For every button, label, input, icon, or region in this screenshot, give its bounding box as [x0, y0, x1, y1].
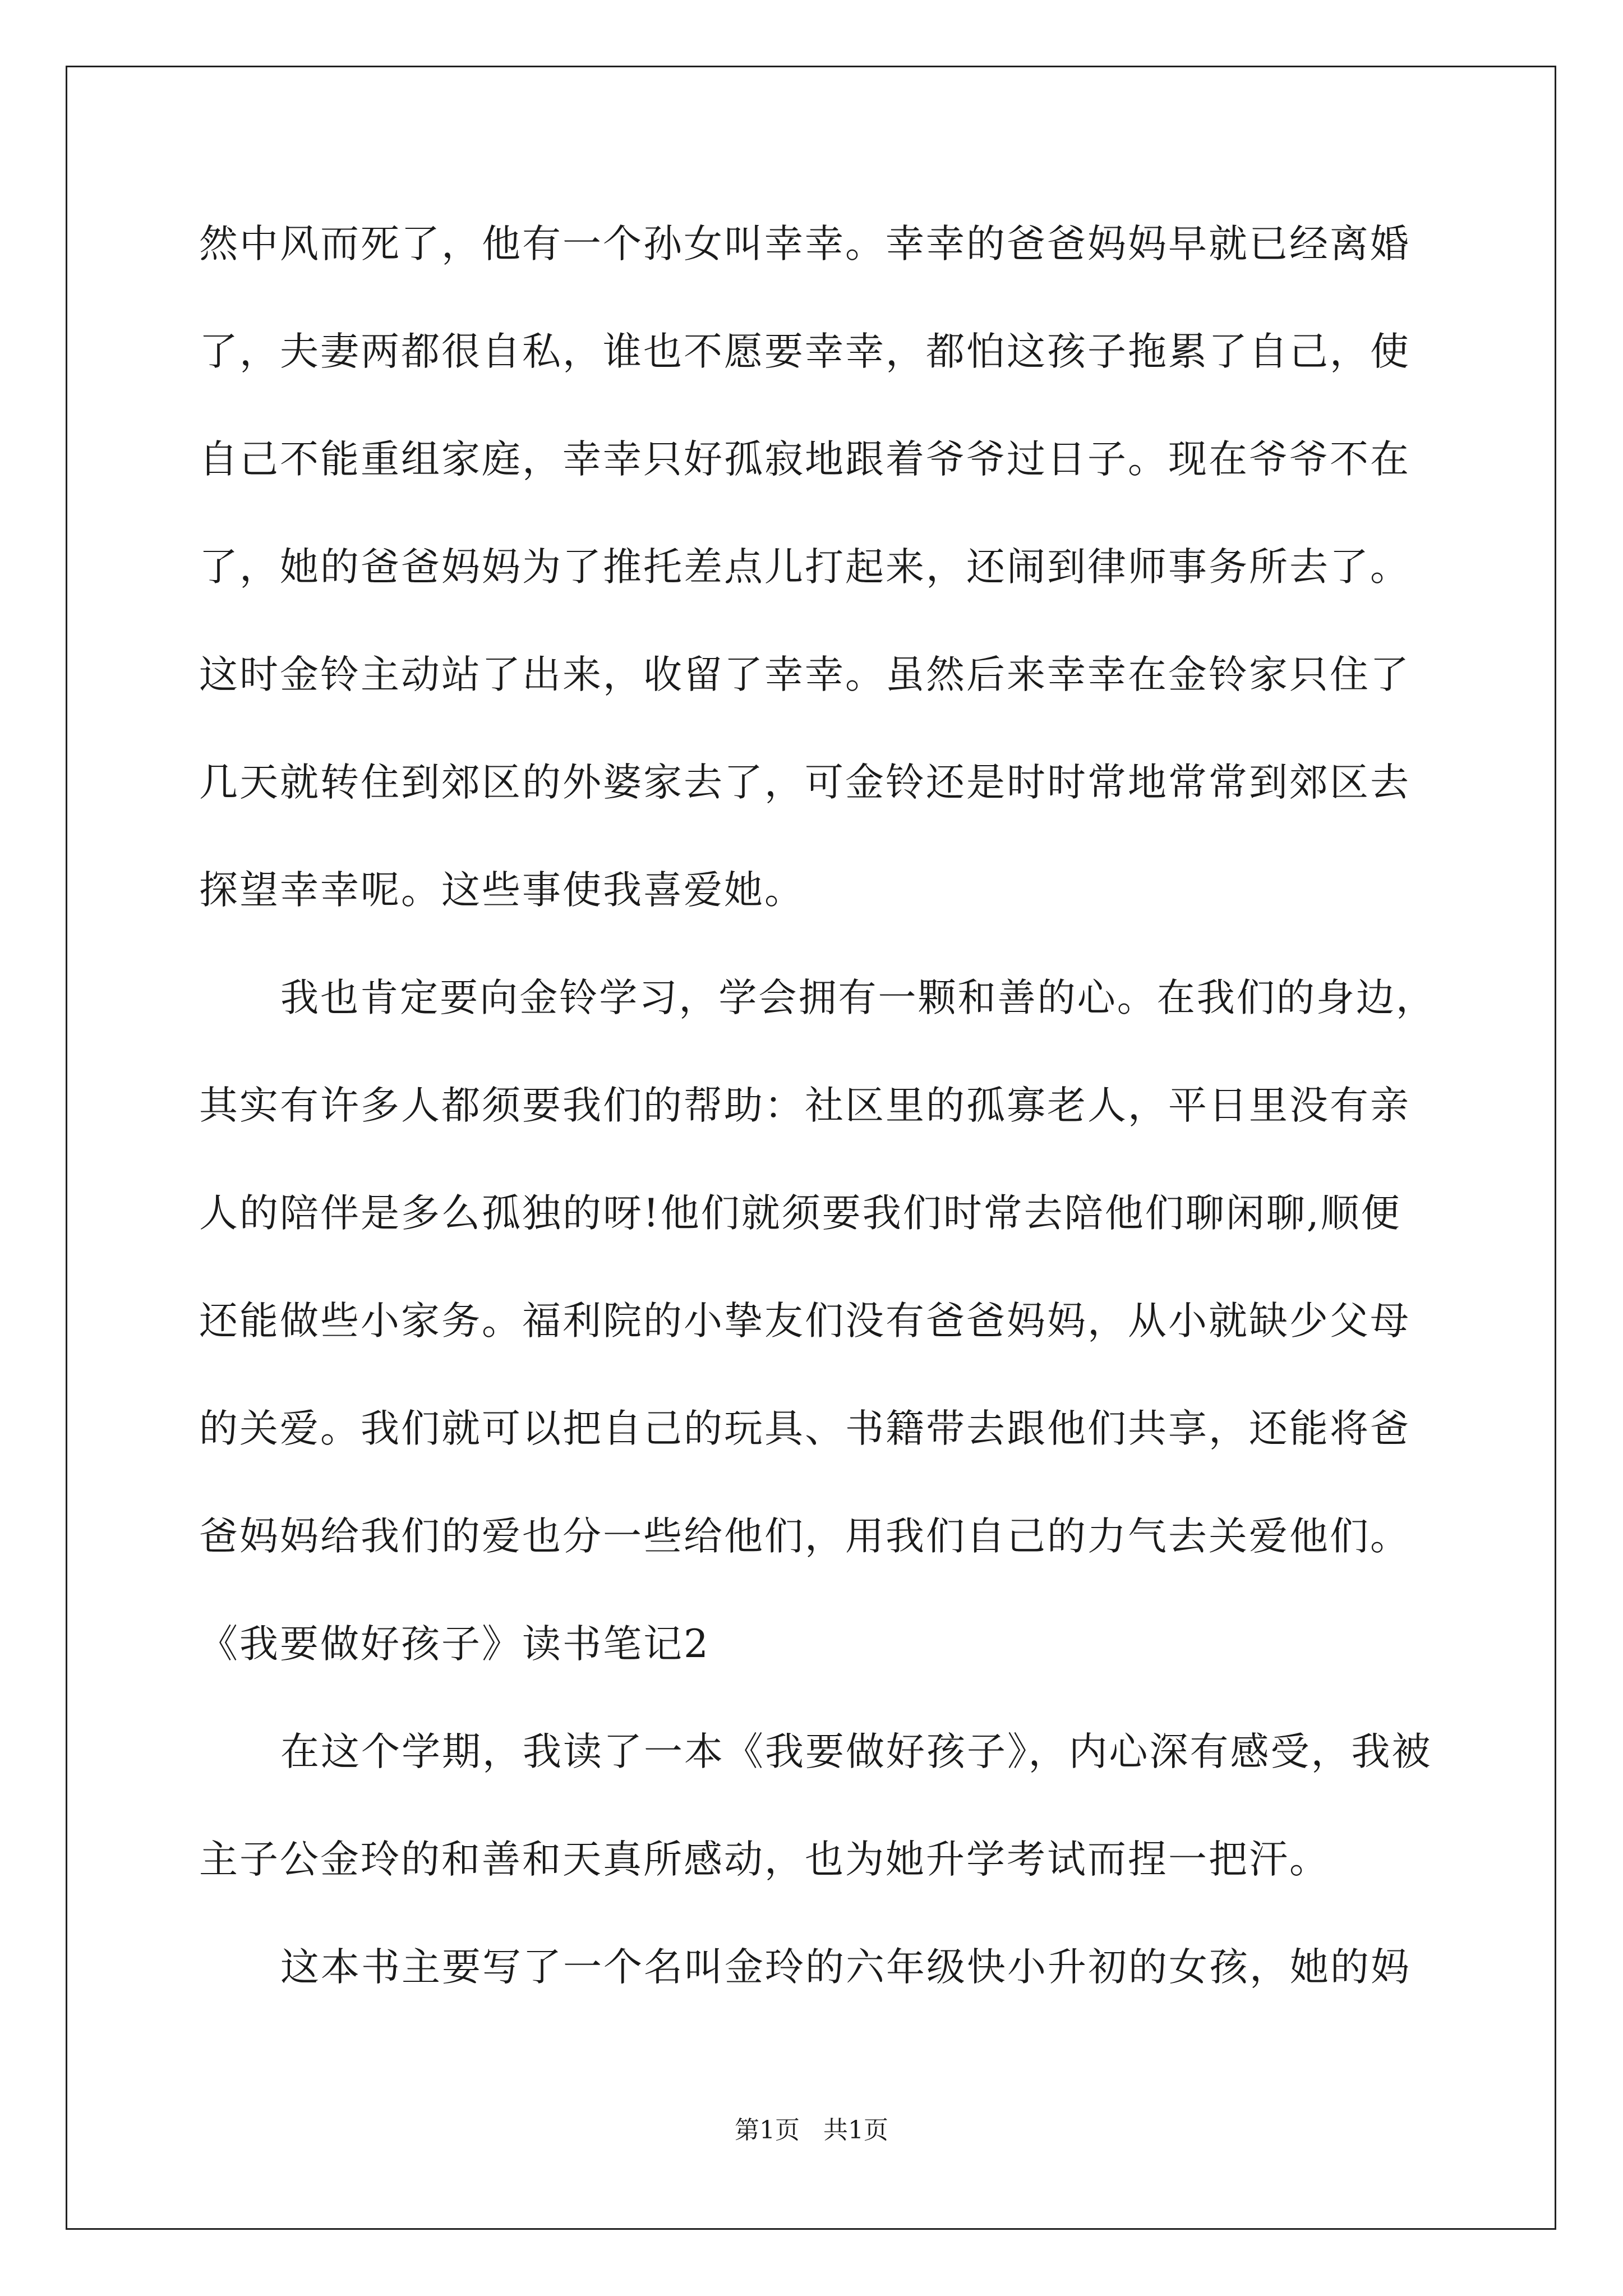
paragraph-line: 人的陪伴是多么孤独的呀!他们就须要我们时常去陪他们聊闲聊,顺便 [199, 1191, 1401, 1236]
paragraph-line: 的关爱。我们就可以把自己的玩具、书籍带去跟他们共享，还能将爸 [199, 1406, 1410, 1451]
paragraph-line: 然中风而死了，他有一个孙女叫幸幸。幸幸的爸爸妈妈早就已经离婚 [199, 222, 1410, 266]
section-heading: 《我要做好孩子》读书笔记2 [199, 1622, 710, 1667]
paragraph-line: 了，她的爸爸妈妈为了推托差点儿打起来，还闹到律师事务所去了。 [199, 545, 1410, 590]
paragraph-line: 了，夫妻两都很自私，谁也不愿要幸幸，都怕这孩子拖累了自己，使 [199, 329, 1410, 374]
paragraph-line: 这时金铃主动站了出来，收留了幸幸。虽然后来幸幸在金铃家只住了 [199, 652, 1410, 697]
page-footer: 第1页 共1页 [735, 2116, 888, 2145]
paragraph-line: 这本书主要写了一个名叫金玲的六年级快小升初的女孩，她的妈 [280, 1945, 1411, 1990]
paragraph-line: 其实有许多人都须要我们的帮助：社区里的孤寡老人，平日里没有亲 [199, 1083, 1410, 1128]
paragraph-line: 还能做些小家务。福利院的小挚友们没有爸爸妈妈，从小就缺少父母 [199, 1299, 1410, 1343]
paragraph-line: 探望幸幸呢。这些事使我喜爱她。 [199, 868, 805, 913]
paragraph-line: 我也肯定要向金铃学习，学会拥有一颗和善的心。在我们的身边， [280, 976, 1436, 1020]
paragraph-line: 在这个学期，我读了一本《我要做好孩子》，内心深有感受，我被 [280, 1729, 1432, 1774]
paragraph-line: 爸妈妈给我们的爱也分一些给他们，用我们自己的力气去关爱他们。 [199, 1514, 1410, 1559]
page-border [66, 66, 1556, 2230]
paragraph-line: 自己不能重组家庭，幸幸只好孤寂地跟着爷爷过日子。现在爷爷不在 [199, 437, 1410, 482]
paragraph-line: 几天就转住到郊区的外婆家去了，可金铃还是时时常地常常到郊区去 [199, 760, 1410, 805]
paragraph-line: 主子公金玲的和善和天真所感动，也为她升学考试而捏一把汗。 [199, 1837, 1330, 1882]
